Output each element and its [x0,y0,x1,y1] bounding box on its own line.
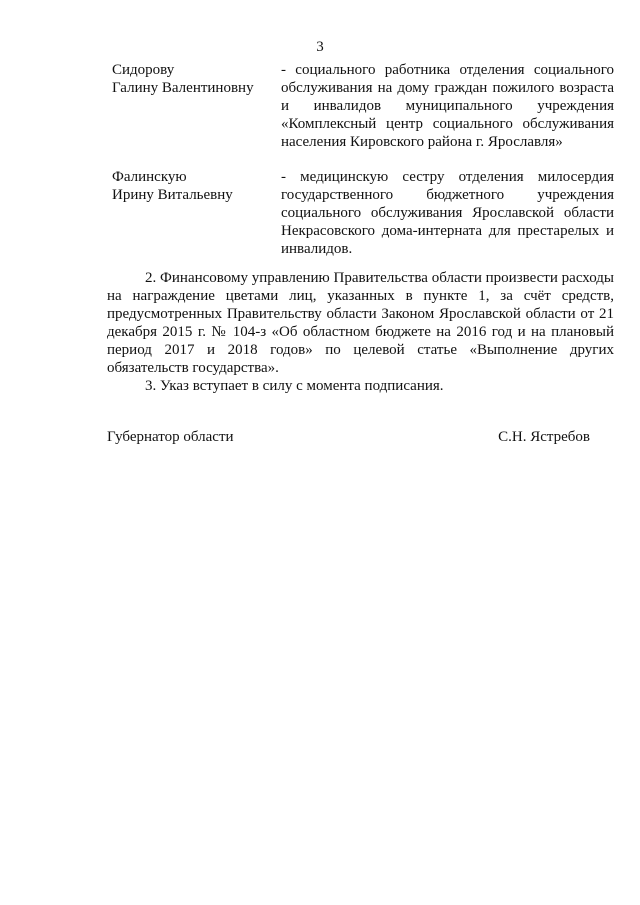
recipient-position: - социального работника отделения социального обслуживания на дому граждан пожилого возраста и инвалидов муниципального учреждения «Комплексный центр социального обслуживания населения Кировского района г. Ярославля» [281,62,614,150]
decree-paragraphs [107,269,614,395]
decree-paragraph-3: 3. Указ вступает в силу с момента подписания. [145,378,444,394]
recipient-position: - медицинскую сестру отделения милосердия государственного бюджетного учреждения социального обслуживания Ярославской области Некрасовского дома-интерната для престарелых и инвалидов. [281,169,614,257]
recipient-given-names: Ирину Витальевну [112,187,233,203]
decree-paragraph-2: 2. Финансовому управлению Правительства области произвести расходы на награждение цветами лиц, указанных в пункте 1, за счёт средств, предусмотренных Правительству области Законом Ярославской области от 21 декабря 2015 г. № 104-з «Об областном бюджете на 2016 год и на плановый период 2017 и 2018 годов» по целевой статье «Выполнение других обязательств государства». [107,270,614,376]
recipient-surname: Сидорову [112,62,175,78]
recipient-name [112,168,272,204]
recipient-surname: Фалинскую [112,169,187,185]
page-number: 3 [316,39,324,55]
signatory-name: С.Н. Ястребов [498,429,590,445]
signatory-title: Губернатор области [107,429,234,445]
recipient-given-names: Галину Валентиновну [112,80,254,96]
recipient-name [112,61,272,97]
